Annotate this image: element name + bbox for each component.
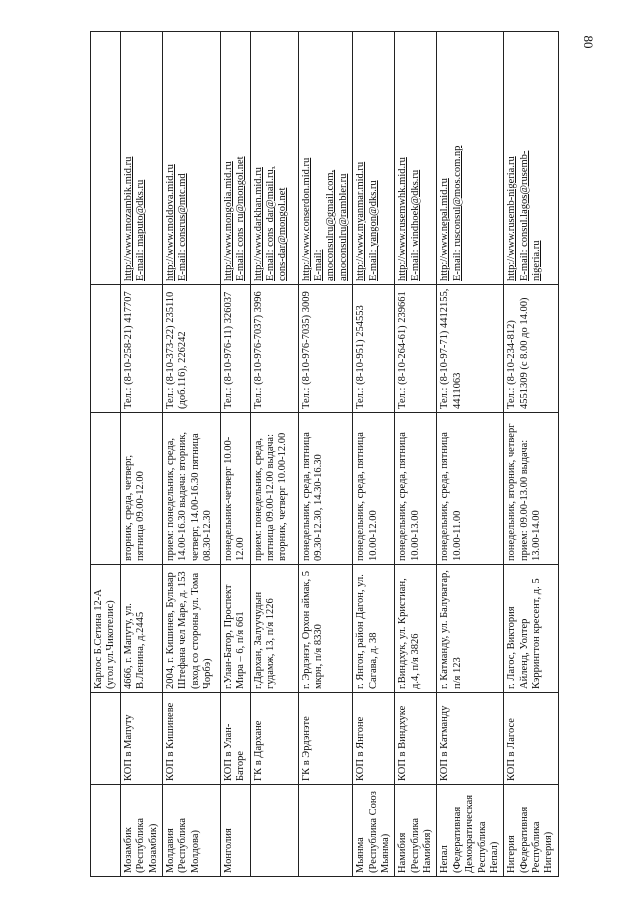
contacts-cell bbox=[437, 32, 504, 285]
table-row bbox=[504, 32, 559, 877]
contacts-cell bbox=[353, 32, 395, 285]
phone-cell: Тел.: (8-10-976-11) 326037 bbox=[220, 285, 250, 413]
address-cell: г. Эрдэнэт, Орхон аймак, 5 мкрн, п/я 8330 bbox=[298, 565, 353, 693]
email-link[interactable]: cons-dar@mongol.net bbox=[277, 187, 289, 281]
phone-cell: Тел.: (8-10-951) 254553 bbox=[353, 285, 395, 413]
table-row bbox=[91, 32, 121, 877]
table-row bbox=[162, 32, 220, 877]
country-cell: Мозамбик (Республика Мозамбик) bbox=[120, 785, 162, 877]
email-link[interactable]: E-mail: consul.lagos@rusemb- bbox=[518, 150, 530, 281]
address-cell: г.Виндхук, ул. Кристиан, д.4, п/я 3826 bbox=[395, 565, 437, 693]
table-cell bbox=[91, 32, 121, 285]
country-cell: Намибия (Республика Намибия) bbox=[395, 785, 437, 877]
hours-cell: понедельник, среда, пятница 10.00-11.00 bbox=[437, 413, 504, 565]
phone-cell: Тел.: (8-10-264-61) 239661 bbox=[395, 285, 437, 413]
website-link[interactable]: http://www.rusemwhk.mid.ru bbox=[397, 157, 409, 281]
rotated-table-container bbox=[90, 32, 560, 877]
address-cell: 4666, г. Мапуту, ул. В.Ленина, д.2445 bbox=[120, 565, 162, 693]
country-cell: Непал (Федеративная Демократическая Республика Непал) bbox=[437, 785, 504, 877]
website-link[interactable]: http://www.myanmar.mid.ru bbox=[355, 161, 367, 281]
email-link[interactable]: E-mail: rusconsul@mos.com.np bbox=[451, 145, 463, 281]
office-cell: ГК в Дархане bbox=[250, 693, 298, 785]
table-row bbox=[220, 32, 250, 877]
table-cell bbox=[91, 285, 121, 413]
address-cell: г. Лагос, Виктория Айленд, Уолтер Кэррингтон кресент, д. 5 bbox=[504, 565, 559, 693]
website-link[interactable]: http://www.nepal.mid.ru bbox=[439, 178, 451, 281]
hours-cell: понедельник, среда, пятница 10.00-13.00 bbox=[395, 413, 437, 565]
page-number: 80 bbox=[581, 35, 596, 49]
office-cell: КОП в Виндхуке bbox=[395, 693, 437, 785]
table-cell bbox=[91, 785, 121, 877]
contacts-cell bbox=[162, 32, 220, 285]
hours-cell: прием: понедельник, среда, пятница 09.00-12.00 выдача: вторник, четверг 10.00-12.00 bbox=[250, 413, 298, 565]
website-link[interactable]: http://www.darkhan.mid.ru bbox=[252, 167, 264, 281]
email-link[interactable]: E-mail: windhoek@dks.ru bbox=[409, 169, 421, 281]
hours-cell: понедельник, вторник, четверг прием: 09.00-13.00 выдача: 13.00-14.00 bbox=[504, 413, 559, 565]
office-cell: КОП в Янгоне bbox=[353, 693, 395, 785]
website-link[interactable]: http://www.moldova.mid.ru bbox=[164, 164, 176, 281]
table-row bbox=[437, 32, 504, 877]
hours-cell: понедельник, среда, пятница 10.00-12.00 bbox=[353, 413, 395, 565]
office-cell: КОП в Кишиневе bbox=[162, 693, 220, 785]
phone-cell: Тел.: (8-10-976-7035) 3009 bbox=[298, 285, 353, 413]
consular-offices-table bbox=[90, 31, 559, 877]
table-row bbox=[395, 32, 437, 877]
address-cell: г.Дархан, Залуучудын гудамж, 13, п/я 1226 bbox=[250, 565, 298, 693]
phone-cell: Тел.: (8-10-234-812) 4551309 (с 8.00 до 14.00) bbox=[504, 285, 559, 413]
email-link[interactable]: amoconsulru@gmail.com, bbox=[325, 169, 337, 281]
website-link[interactable]: http://www.mozambik.mid.ru bbox=[122, 156, 134, 281]
address-cell: Карлос Б.Сетина 12-А (угол ул.Чикотелис) bbox=[91, 565, 121, 693]
office-cell: КОП в Катманду bbox=[437, 693, 504, 785]
email-link[interactable]: E-mail: maputo@dks.ru bbox=[135, 179, 147, 281]
phone-cell: Тел.: (8-10-258-21) 417707 bbox=[120, 285, 162, 413]
table-cell bbox=[91, 413, 121, 565]
office-cell: КОП в Мапуту bbox=[120, 693, 162, 785]
website-link[interactable]: http://www.mongolia.mid.ru bbox=[222, 161, 234, 281]
country-cell bbox=[298, 785, 353, 877]
email-link[interactable]: E-mail: cons_ru@mongol.net bbox=[235, 156, 247, 281]
website-link[interactable]: http://www.rusemb-nigeria.ru bbox=[506, 156, 518, 281]
hours-cell: прием: понедельник, среда, 14.00-16.30 выдача: вторник, четверг, 14.00-16.30 пятница 08.30-12.30 bbox=[162, 413, 220, 565]
table-row bbox=[250, 32, 298, 877]
country-cell: Монголия bbox=[220, 785, 250, 877]
email-link[interactable]: amoconsulru@rambler.ru bbox=[337, 173, 349, 281]
table-row bbox=[120, 32, 162, 877]
office-cell: КОП в Лагосе bbox=[504, 693, 559, 785]
contacts-cell bbox=[220, 32, 250, 285]
country-cell: Нигерия (Федеративная Республика Нигерия) bbox=[504, 785, 559, 877]
address-cell: 2004, г. Кишинев, Бульвар Штефана чел Маре, д. 153 (вход со стороны ул. Тома Чорбэ) bbox=[162, 565, 220, 693]
contacts-cell bbox=[120, 32, 162, 285]
phone-cell: Тел.: (8-10-97-71) 4412155, 4411063 bbox=[437, 285, 504, 413]
contacts-cell bbox=[504, 32, 559, 285]
country-cell: Молдавия (Республика Молдова) bbox=[162, 785, 220, 877]
email-link[interactable]: E-mail: consrus@mtc.md bbox=[177, 173, 189, 281]
email-link[interactable]: E-mail: bbox=[313, 249, 324, 281]
country-cell bbox=[250, 785, 298, 877]
table-row bbox=[298, 32, 353, 877]
table-cell bbox=[91, 693, 121, 785]
contacts-cell bbox=[395, 32, 437, 285]
email-link[interactable]: E-mail: yangon@dks.ru bbox=[367, 180, 379, 281]
website-link[interactable]: http://www.conserdon.mid.ru bbox=[300, 157, 312, 281]
hours-cell: понедельник-четверг 10.00-12.00 bbox=[220, 413, 250, 565]
email-link[interactable]: nigeria.ru bbox=[531, 240, 542, 281]
address-cell: г.Улан-Батор, Проспект Мира – 6, п/я 661 bbox=[220, 565, 250, 693]
phone-cell: Тел.: (8-10-373-22) 235110 (доб.116), 226242 bbox=[162, 285, 220, 413]
contacts-cell bbox=[250, 32, 298, 285]
country-cell: Мьянма (Республика Союз Мьянма) bbox=[353, 785, 395, 877]
phone-cell: Тел.: (8-10-976-7037) 3996 bbox=[250, 285, 298, 413]
contacts-cell bbox=[298, 32, 353, 285]
hours-cell: вторник, среда, четверг, пятница 09.00-12.00 bbox=[120, 413, 162, 565]
table-row bbox=[353, 32, 395, 877]
office-cell: КОП в Улан-Баторе bbox=[220, 693, 250, 785]
office-cell: ГК в Эрдэнэте bbox=[298, 693, 353, 785]
email-link[interactable]: E-mail: cons_dar@mail.ru, bbox=[265, 166, 276, 281]
address-cell: г. Янгон, район Дагон, ул. Сагава, д. 38 bbox=[353, 565, 395, 693]
address-cell: г. Катманду, ул. Балуватар, п/я 123 bbox=[437, 565, 504, 693]
hours-cell: понедельник, среда, пятница 09.30-12.30, 14.30-16.30 bbox=[298, 413, 353, 565]
